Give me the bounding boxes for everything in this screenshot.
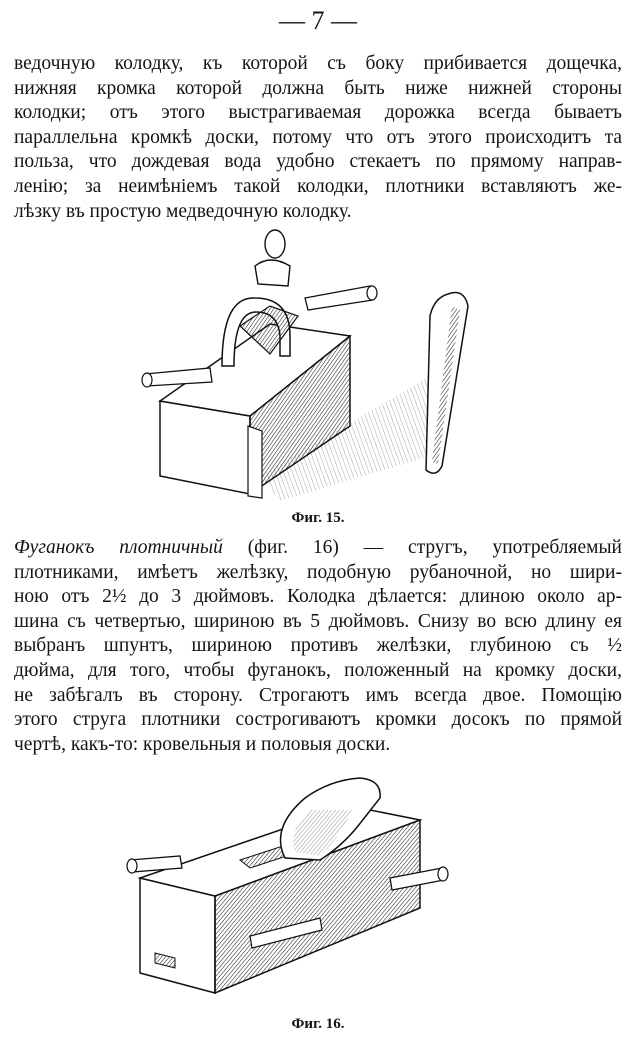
text-line: нижняя кромка которой должна быть ниже нижней стороны bbox=[14, 77, 622, 99]
figure-15-caption: Фиг. 15. bbox=[291, 510, 345, 526]
text-line bbox=[14, 536, 622, 561]
text-line: чертѣ, какъ-то: кровельныя и половыя доски. bbox=[14, 733, 391, 755]
text-line: выбранъ шпунтъ, шириною противъ желѣзки, глубиною съ ½ bbox=[14, 635, 622, 657]
text-line: ведочную колодку, къ которой съ боку прибивается дощечка, bbox=[14, 53, 622, 74]
text-line: не забѣгалъ въ сторону. Строгаютъ имъ всегда двое. Помощію bbox=[14, 684, 622, 706]
figure-15-illustration bbox=[130, 226, 500, 506]
paragraph-1 bbox=[14, 52, 622, 224]
page-number: — 7 — bbox=[279, 6, 357, 35]
text-line: дюйма, для того, чтобы фуганокъ, положенный на кромку доски, bbox=[14, 659, 622, 681]
term-fuganok: Фуганокъ плотничный bbox=[14, 537, 223, 558]
text-line: ною отъ 2½ до 3 дюймовъ. Колодка дѣлается: длиною около ар- bbox=[14, 586, 622, 608]
text-line: колодки; отъ этого выстрагиваемая дорожка всегда бываетъ bbox=[14, 102, 622, 124]
text-line: плотниками, имѣетъ желѣзку, подобную рубаночной, но шири- bbox=[14, 561, 622, 583]
text-line: ленію; за неимѣніемъ такой колодки, плотники вставляютъ же- bbox=[14, 175, 622, 197]
text-line: лѣзку въ простую медведочную колодку. bbox=[14, 200, 352, 222]
text-line: этого струга плотники сострогиваютъ кромки досокъ по прямой bbox=[14, 709, 622, 731]
text-line: шина съ четвертью, шириною въ 5 дюймовъ. Снизу во всю длину ея bbox=[14, 610, 622, 632]
paragraph-2 bbox=[14, 536, 622, 757]
line-rest: (фиг. 16) — стругъ, употребляемый bbox=[222, 537, 622, 558]
text-line: параллельна кромкѣ доски, потому что отъ этого происходитъ та bbox=[14, 126, 622, 148]
figure-16-illustration bbox=[120, 768, 450, 1008]
text-line: польза, что дождевая вода удобно стекаетъ по прямому направ- bbox=[14, 151, 622, 173]
figure-16-caption: Фиг. 16. bbox=[291, 1016, 345, 1032]
